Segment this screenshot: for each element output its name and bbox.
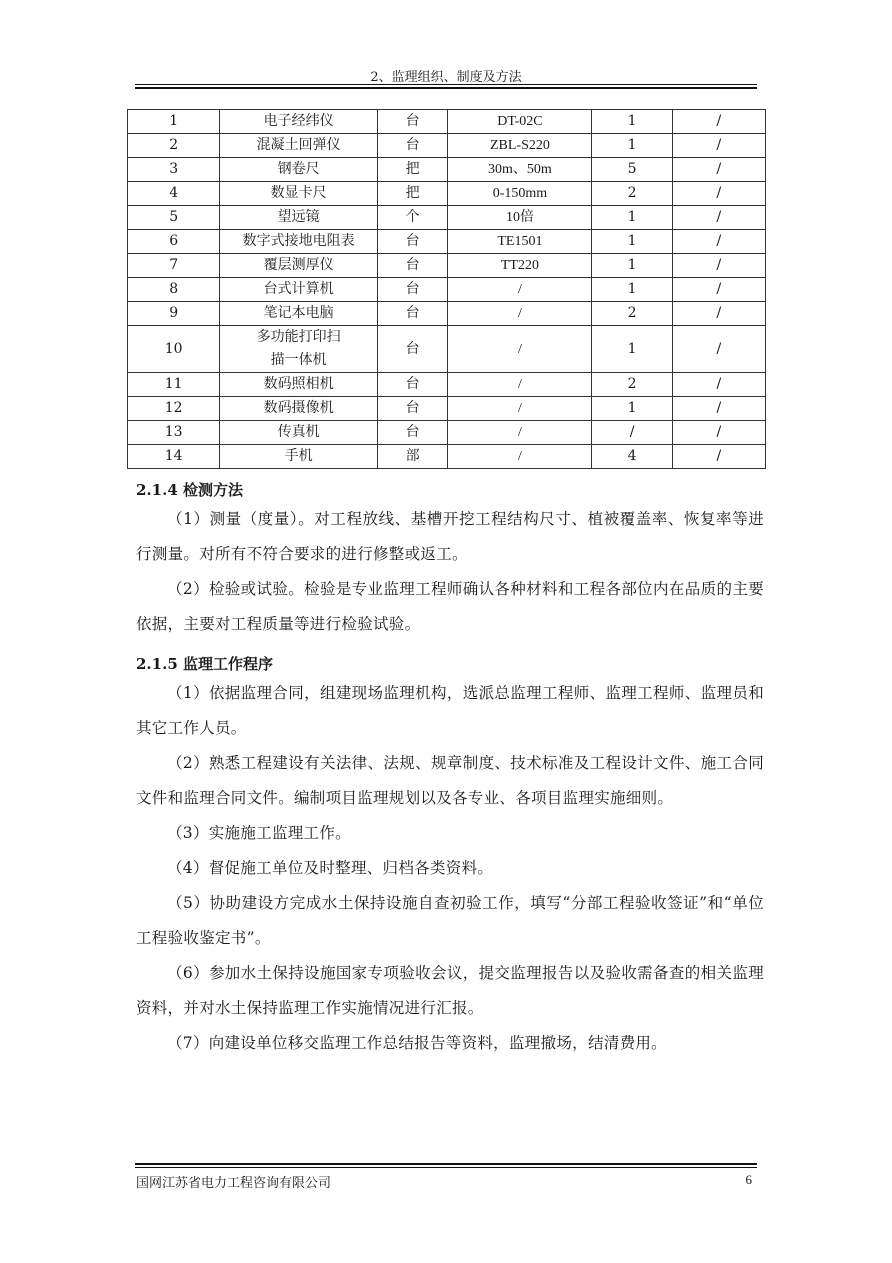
table-cell: 传真机 bbox=[220, 421, 378, 445]
paragraph: （3）实施施工监理工作。 bbox=[167, 824, 351, 842]
table-cell: 1 bbox=[592, 206, 672, 230]
table-cell: 钢卷尺 bbox=[220, 158, 378, 182]
footer-rule bbox=[135, 1163, 757, 1168]
table-cell: 4 bbox=[128, 182, 220, 206]
footer-company: 国网江苏省电力工程咨询有限公司 bbox=[136, 1176, 332, 1191]
table-cell: ZBL-S220 bbox=[448, 134, 592, 158]
table-cell: / bbox=[672, 326, 765, 373]
table-cell: 14 bbox=[128, 445, 220, 469]
section-heading-detection: 2.1.4 检测方法 bbox=[136, 481, 243, 499]
table-cell: / bbox=[672, 421, 765, 445]
table-cell: 电子经纬仪 bbox=[220, 110, 378, 134]
header-rule bbox=[135, 84, 757, 89]
table-cell: / bbox=[672, 278, 765, 302]
table-cell: / bbox=[672, 373, 765, 397]
table-cell: 笔记本电脑 bbox=[220, 302, 378, 326]
table-cell: 2 bbox=[592, 182, 672, 206]
page-header-title: 2、监理组织、制度及方法 bbox=[370, 70, 522, 85]
table-cell: / bbox=[672, 445, 765, 469]
table-cell: / bbox=[672, 182, 765, 206]
table-row bbox=[128, 230, 766, 254]
table-cell: 台 bbox=[377, 230, 447, 254]
table-cell: 望远镜 bbox=[220, 206, 378, 230]
table-cell: 4 bbox=[592, 445, 672, 469]
table-cell: 1 bbox=[128, 110, 220, 134]
paragraph: （1）测量（度量）。对工程放线、基槽开挖工程结构尺寸、植被覆盖率、恢复率等进行测量。对所有不符合要求的进行修整或返工。 bbox=[136, 510, 764, 563]
table-cell: / bbox=[672, 302, 765, 326]
table-cell: 1 bbox=[592, 278, 672, 302]
table-cell: / bbox=[448, 302, 592, 326]
table-cell: 6 bbox=[128, 230, 220, 254]
table-cell: TT220 bbox=[448, 254, 592, 278]
table-cell: 混凝土回弹仪 bbox=[220, 134, 378, 158]
table-cell: 7 bbox=[128, 254, 220, 278]
table-cell: 把 bbox=[377, 158, 447, 182]
table-row bbox=[128, 397, 766, 421]
table-cell: 1 bbox=[592, 230, 672, 254]
table-cell: 11 bbox=[128, 373, 220, 397]
table-cell: 部 bbox=[377, 445, 447, 469]
table-cell: 手机 bbox=[220, 445, 378, 469]
paragraph: （5）协助建设方完成水土保持设施自查初验工作，填写“分部工程验收签证”和“单位工程验收鉴定书”。 bbox=[136, 894, 764, 947]
table-cell: / bbox=[448, 326, 592, 373]
table-cell: 覆层测厚仪 bbox=[220, 254, 378, 278]
table-cell: 10 bbox=[128, 326, 220, 373]
table-cell: 台 bbox=[377, 302, 447, 326]
table-cell: 台 bbox=[377, 110, 447, 134]
table-cell: 台 bbox=[377, 278, 447, 302]
table-cell: 1 bbox=[592, 110, 672, 134]
table-cell: 1 bbox=[592, 397, 672, 421]
table-cell: 12 bbox=[128, 397, 220, 421]
table-cell: 2 bbox=[592, 373, 672, 397]
table-cell: 1 bbox=[592, 254, 672, 278]
table-cell: 3 bbox=[128, 158, 220, 182]
table-cell: 2 bbox=[592, 302, 672, 326]
table-cell: 数码照相机 bbox=[220, 373, 378, 397]
table-cell: / bbox=[592, 421, 672, 445]
table-cell: 1 bbox=[592, 134, 672, 158]
table-row bbox=[128, 302, 766, 326]
table-cell: 台 bbox=[377, 254, 447, 278]
table-cell: DT-02C bbox=[448, 110, 592, 134]
table-cell: / bbox=[672, 158, 765, 182]
table-cell: / bbox=[448, 278, 592, 302]
table-row bbox=[128, 158, 766, 182]
table-cell: / bbox=[672, 206, 765, 230]
table-cell: 2 bbox=[128, 134, 220, 158]
table-cell: 台 bbox=[377, 134, 447, 158]
table-row bbox=[128, 182, 766, 206]
table-cell: 13 bbox=[128, 421, 220, 445]
table-row bbox=[128, 278, 766, 302]
table-cell: 5 bbox=[592, 158, 672, 182]
paragraph: （7）向建设单位移交监理工作总结报告等资料，监理撤场，结清费用。 bbox=[167, 1034, 667, 1052]
table-cell: / bbox=[672, 230, 765, 254]
table-row bbox=[128, 254, 766, 278]
table-cell: 台 bbox=[377, 373, 447, 397]
table-cell: 个 bbox=[377, 206, 447, 230]
table-cell: 把 bbox=[377, 182, 447, 206]
table-row bbox=[128, 373, 766, 397]
table-cell: 9 bbox=[128, 302, 220, 326]
page-content bbox=[136, 478, 764, 1061]
table-row bbox=[128, 445, 766, 469]
table-cell: 台 bbox=[377, 326, 447, 373]
table-cell: TE1501 bbox=[448, 230, 592, 254]
table-cell: 数显卡尺 bbox=[220, 182, 378, 206]
paragraph: （4）督促施工单位及时整理、归档各类资料。 bbox=[167, 859, 494, 877]
table-cell: 30m、50m bbox=[448, 158, 592, 182]
table-cell: 10倍 bbox=[448, 206, 592, 230]
table-row bbox=[128, 421, 766, 445]
table-row bbox=[128, 326, 766, 373]
table-row bbox=[128, 110, 766, 134]
table-cell: / bbox=[448, 421, 592, 445]
table-cell: 8 bbox=[128, 278, 220, 302]
table-cell: 台 bbox=[377, 421, 447, 445]
table-cell: 台式计算机 bbox=[220, 278, 378, 302]
table-cell: 台 bbox=[377, 397, 447, 421]
table-cell: 1 bbox=[592, 326, 672, 373]
table-cell: 数字式接地电阻表 bbox=[220, 230, 378, 254]
table-row bbox=[128, 206, 766, 230]
table-cell: / bbox=[672, 110, 765, 134]
table-cell: / bbox=[672, 134, 765, 158]
page-number: 6 bbox=[745, 1172, 752, 1187]
section-heading-procedure: 2.1.5 监理工作程序 bbox=[136, 655, 273, 673]
table-cell: / bbox=[448, 397, 592, 421]
paragraph: （1）依据监理合同，组建现场监理机构，选派总监理工程师、监理工程师、监理员和其它工作人员。 bbox=[136, 684, 764, 737]
table-row bbox=[128, 134, 766, 158]
table-cell: 0-150mm bbox=[448, 182, 592, 206]
equipment-table bbox=[127, 109, 766, 469]
table-cell: / bbox=[672, 397, 765, 421]
paragraph: （2）熟悉工程建设有关法律、法规、规章制度、技术标准及工程设计文件、施工合同文件和监理合同文件。编制项目监理规划以及各专业、各项目监理实施细则。 bbox=[136, 754, 764, 807]
table-cell: / bbox=[448, 373, 592, 397]
table-cell: / bbox=[672, 254, 765, 278]
table-cell: / bbox=[448, 445, 592, 469]
paragraph: （2）检验或试验。检验是专业监理工程师确认各种材料和工程各部位内在品质的主要依据，主要对工程质量等进行检验试验。 bbox=[136, 580, 764, 633]
table-cell: 多功能打印扫 描一体机 bbox=[220, 326, 378, 373]
paragraph: （6）参加水土保持设施国家专项验收会议，提交监理报告以及验收需备查的相关监理资料，并对水土保持监理工作实施情况进行汇报。 bbox=[136, 964, 764, 1017]
table-cell: 5 bbox=[128, 206, 220, 230]
table-cell: 数码摄像机 bbox=[220, 397, 378, 421]
